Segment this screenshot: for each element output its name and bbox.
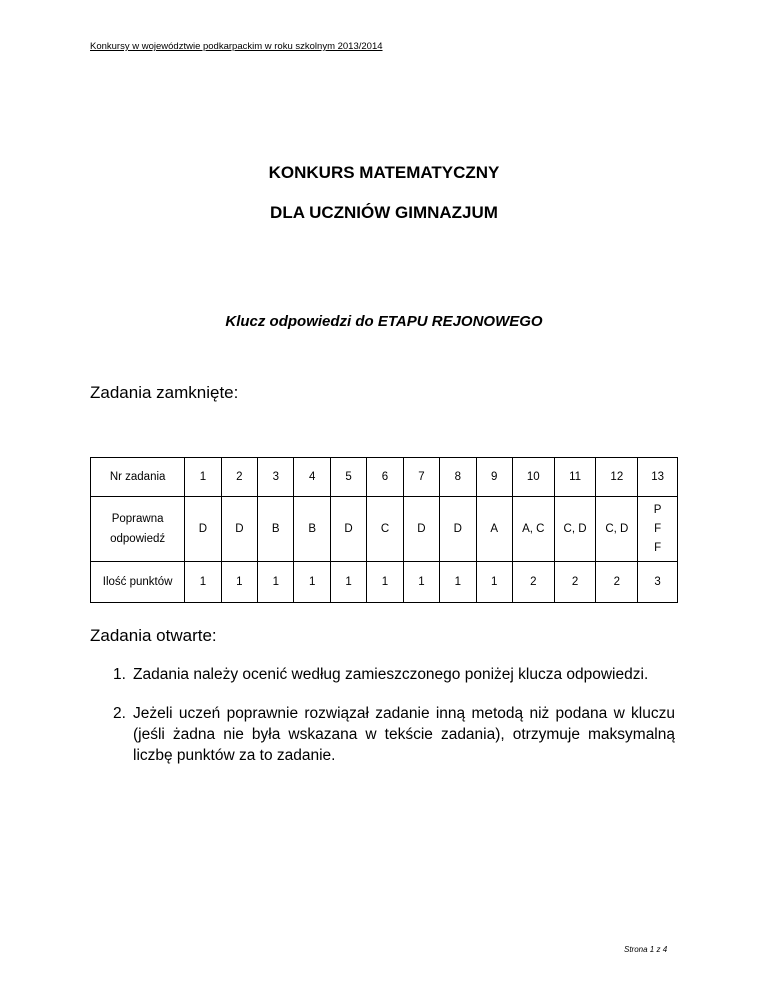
correct-answer-row <box>91 497 678 562</box>
answer-cell: B <box>294 497 330 562</box>
task-number: 11 <box>554 458 596 497</box>
task-number: 13 <box>638 458 678 497</box>
points-cell: 1 <box>185 562 221 603</box>
answer-cell: A, C <box>512 497 554 562</box>
answer-13-part-b: F <box>654 522 662 535</box>
points-cell: 1 <box>476 562 512 603</box>
answer-cell: C, D <box>596 497 638 562</box>
points-cell: 1 <box>367 562 403 603</box>
points-cell: 2 <box>554 562 596 603</box>
page-number: Strona 1 z 4 <box>624 945 668 954</box>
answer-key-table <box>90 457 678 603</box>
answer-cell: D <box>185 497 221 562</box>
points-cell: 1 <box>330 562 366 603</box>
answer-cell: D <box>221 497 257 562</box>
points-cell: 2 <box>596 562 638 603</box>
page-header: Konkursy w województwie podkarpackim w roku szkolnym 2013/2014 <box>90 41 383 52</box>
answer-cell: B <box>258 497 294 562</box>
points-cell: 2 <box>512 562 554 603</box>
open-tasks-heading: Zadania otwarte: <box>90 626 217 645</box>
points-cell: 1 <box>258 562 294 603</box>
page-title: KONKURS MATEMATYCZNY <box>268 163 500 182</box>
task-number-row <box>91 458 678 497</box>
task-number: 9 <box>476 458 512 497</box>
answer-cell: C, D <box>554 497 596 562</box>
task-number: 1 <box>185 458 221 497</box>
task-number: 6 <box>367 458 403 497</box>
task-number: 5 <box>330 458 366 497</box>
task-number: 12 <box>596 458 638 497</box>
task-number: 3 <box>258 458 294 497</box>
row-header-correct-answer: Poprawna odpowiedź <box>91 497 185 562</box>
task-number: 8 <box>440 458 476 497</box>
points-cell: 1 <box>403 562 439 603</box>
answer-cell: A <box>476 497 512 562</box>
page-title-line2: DLA UCZNIÓW GIMNAZJUM <box>270 203 498 222</box>
rule-text: Jeżeli uczeń poprawnie rozwiązał zadanie inną metodą niż podana w kluczu (jeśli żadna nie była wskazana w tekście zadania), otrzymuje maksymalną liczbę punktów za to zadanie. <box>133 705 675 764</box>
rules-list <box>113 664 675 766</box>
subtitle: Klucz odpowiedzi do ETAPU REJONOWEGO <box>225 313 543 330</box>
answer-cell: D <box>403 497 439 562</box>
answer-cell: D <box>440 497 476 562</box>
points-row <box>91 562 678 603</box>
task-number: 7 <box>403 458 439 497</box>
row-header-points: Ilość punktów <box>91 562 185 603</box>
answer-cell: C <box>367 497 403 562</box>
points-cell: 1 <box>440 562 476 603</box>
task-number: 4 <box>294 458 330 497</box>
rule-number: 2. <box>113 705 126 722</box>
task-number: 10 <box>512 458 554 497</box>
answer-cell: D <box>330 497 366 562</box>
rule-item <box>113 664 675 685</box>
points-cell: 3 <box>638 562 678 603</box>
row-header-task-number: Nr zadania <box>91 458 185 497</box>
answer-13-part-a: P <box>653 503 662 516</box>
closed-tasks-heading: Zadania zamknięte: <box>90 383 239 402</box>
rule-number: 1. <box>113 666 126 683</box>
answer-13-part-c: F <box>654 541 662 554</box>
points-cell: 1 <box>221 562 257 603</box>
rule-text: Zadania należy ocenić według zamieszczonego poniżej klucza odpowiedzi. <box>133 666 649 683</box>
task-number: 2 <box>221 458 257 497</box>
rule-item <box>113 703 675 766</box>
points-cell: 1 <box>294 562 330 603</box>
answer-cell-13 <box>638 497 678 562</box>
